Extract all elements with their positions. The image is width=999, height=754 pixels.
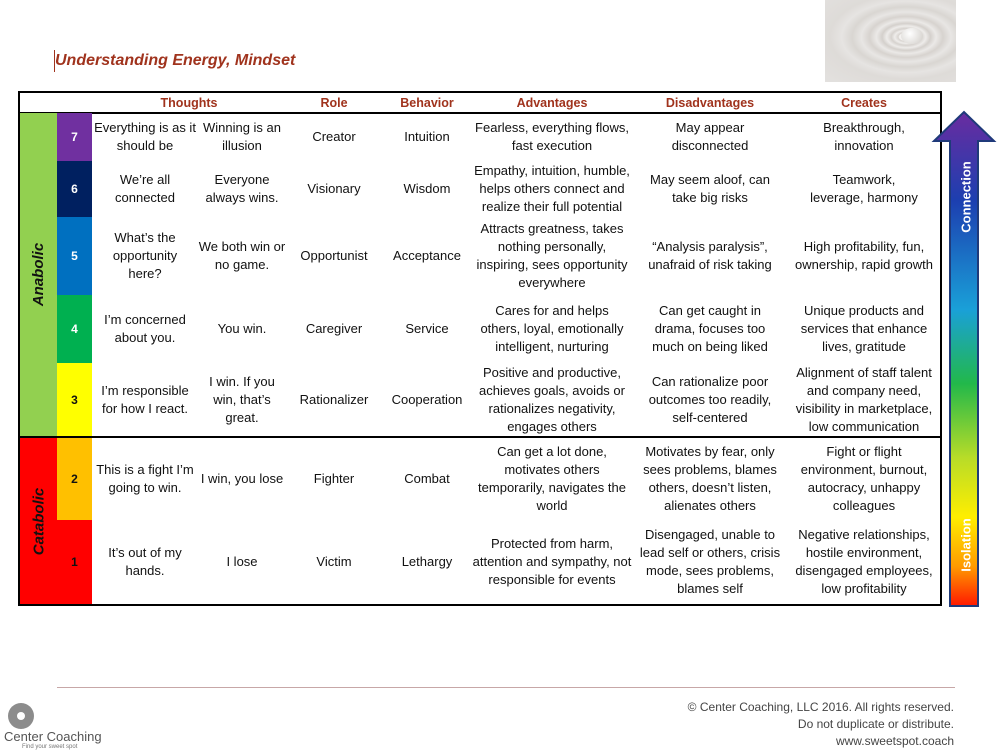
thoughts-cell: What’s the opportunity here?: [112, 230, 178, 281]
table-row: [92, 113, 940, 161]
behavior-cell: Wisdom: [403, 181, 451, 196]
advantages-cell: Protected from harm, attention and sympathy, not responsible for events: [472, 536, 632, 587]
win-cell: Everyone always wins.: [205, 172, 279, 205]
header-advantages: Advantages: [516, 96, 588, 110]
header-creates: Creates: [841, 96, 887, 110]
behavior-cell: Acceptance: [393, 248, 461, 263]
win-cell: I win. If you win, that’s great.: [209, 373, 275, 425]
level-swatch-6: 6: [57, 161, 92, 217]
behavior-cell: Lethargy: [401, 554, 453, 569]
disadvantages-cell: “Analysis paralysis”, unafraid of risk taking: [648, 239, 772, 272]
footer-divider: [57, 687, 955, 688]
thoughts-cell: It’s out of my hands.: [108, 545, 182, 578]
creates-cell: Negative relationships, hostile environment, disengaged employees, low profitability: [795, 527, 933, 596]
behavior-cell: Combat: [404, 471, 450, 486]
header-behavior: Behavior: [400, 96, 454, 110]
win-cell: We both win or no game.: [198, 239, 286, 272]
disadvantages-cell: Can rationalize poor outcomes too readily, self-centered: [648, 373, 772, 425]
role-cell: Visionary: [307, 181, 361, 196]
role-cell: Fighter: [313, 471, 355, 486]
catabolic-bar: [20, 438, 57, 604]
advantages-cell: Fearless, everything flows, fast execution: [475, 120, 629, 153]
win-cell: I lose: [226, 554, 258, 569]
energy-table: [18, 91, 942, 606]
advantages-cell: Can get a lot done, motivates others temporarily, navigates the world: [478, 444, 626, 513]
stone-ball: [901, 28, 923, 44]
level-swatch-5: 5: [57, 217, 92, 295]
level-swatch-7: 7: [57, 113, 92, 161]
disadvantages-cell: Can get caught in drama, focuses too much on being liked: [652, 303, 768, 354]
role-cell: Rationalizer: [299, 391, 369, 407]
advantages-cell: Empathy, intuition, humble, helps others connect and realize their full potential: [474, 163, 630, 214]
level-swatch-2: 2: [57, 438, 92, 520]
copyright-line: Do not duplicate or distribute.: [797, 717, 954, 731]
isolation-label: Isolation: [958, 518, 974, 572]
creates-cell: Fight or flight environment, burnout, autocracy, unhappy colleagues: [800, 444, 928, 513]
creates-cell: Alignment of staff talent and company need, visibility in marketplace, low communication: [795, 364, 933, 434]
creates-cell: Unique products and services that enhance lives, gratitude: [800, 303, 928, 354]
logo-tagline: Find your sweet spot: [22, 744, 78, 750]
creates-cell: High profitability, fun, ownership, rapid growth: [794, 239, 934, 272]
win-cell: Winning is an illusion: [202, 120, 282, 153]
behavior-cell: Cooperation: [391, 391, 463, 407]
table-row: [92, 520, 940, 604]
header-thoughts: Thoughts: [160, 96, 218, 110]
role-cell: Caregiver: [305, 321, 363, 336]
role-cell: Opportunist: [300, 248, 368, 263]
table-row: [92, 438, 940, 520]
page-title: Understanding Energy, Mindset: [55, 52, 296, 69]
zen-ripple-photo: [825, 0, 956, 82]
logo-name: Center Coaching: [4, 729, 102, 744]
advantages-cell: Cares for and helps others, loyal, emotionally intelligent, nurturing: [480, 303, 624, 354]
anabolic-label: Anabolic: [30, 242, 47, 307]
connection-label: Connection: [958, 161, 974, 233]
creates-cell: Breakthrough, innovation: [823, 120, 905, 153]
win-cell: You win.: [217, 321, 267, 336]
table-row: [92, 295, 940, 363]
level-swatch-1: 1: [57, 520, 92, 604]
win-cell: I win, you lose: [200, 471, 284, 486]
role-cell: Creator: [312, 129, 356, 144]
website-url: www.sweetspot.coach: [835, 734, 954, 748]
advantages-cell: Attracts greatness, takes nothing personally, inspiring, sees opportunity everywhere: [476, 221, 628, 290]
disadvantages-cell: Motivates by fear, only sees problems, blames others, doesn’t listen, alienates others: [643, 444, 777, 513]
anabolic-bar: [20, 113, 57, 436]
thoughts-cell: This is a fight I’m going to win.: [96, 462, 194, 495]
role-cell: Victim: [316, 554, 352, 569]
disadvantages-cell: May appear disconnected: [671, 120, 749, 153]
thoughts-cell: Everything is as it should be: [94, 120, 196, 153]
disadvantages-cell: Disengaged, unable to lead self or others, crisis mode, sees problems, blames self: [639, 527, 781, 596]
advantages-cell: Positive and productive, achieves goals, avoids or rationalizes negativity, engages others: [479, 364, 625, 434]
behavior-cell: Intuition: [404, 129, 450, 144]
catabolic-label: Catabolic: [30, 487, 48, 555]
copyright-notice: [688, 699, 954, 750]
header-disadvantages: Disadvantages: [665, 96, 755, 110]
level-swatch-3: 3: [57, 363, 92, 436]
thoughts-cell: We’re all connected: [115, 172, 175, 205]
header-role: Role: [320, 96, 348, 110]
table-row: [92, 161, 940, 217]
behavior-cell: Service: [405, 321, 449, 336]
table-row: [92, 363, 940, 436]
table-row: [92, 217, 940, 295]
disadvantages-cell: May seem aloof, can take big risks: [650, 172, 770, 205]
thoughts-cell: I’m concerned about you.: [104, 312, 186, 345]
copyright-line: © Center Coaching, LLC 2016. All rights reserved.: [687, 700, 954, 714]
thoughts-cell: I’m responsible for how I react.: [101, 382, 189, 416]
level-swatch-4: 4: [57, 295, 92, 363]
creates-cell: Teamwork, leverage, harmony: [810, 172, 918, 205]
center-coaching-logo-icon: [8, 703, 34, 729]
